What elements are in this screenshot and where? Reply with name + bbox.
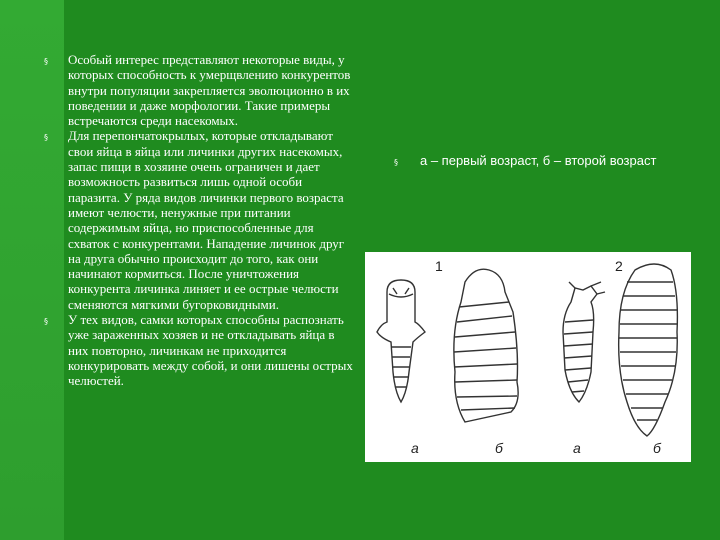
larva-label-1b: б: [495, 440, 503, 456]
larva-1b-drawing: [454, 269, 518, 422]
bullet-marker: §: [44, 317, 48, 327]
bullet-marker: §: [44, 133, 48, 143]
bullet-marker: §: [394, 158, 398, 167]
group-label-2: 2: [615, 258, 623, 274]
larvae-drawing: [365, 252, 691, 462]
bullet-item-1: [44, 52, 354, 128]
bullet-marker: §: [44, 57, 48, 66]
group-label-1: 1: [435, 258, 443, 274]
bullet-item-2: [44, 128, 354, 312]
larva-label-2b: б: [653, 440, 661, 456]
larva-1a-drawing: [377, 280, 425, 402]
bullet-text-1: Особый интерес представляют некоторые виды, у которых способность к умерщвлению конкурентов внутри популяции закрепляется эволюционно в их поведении и даже морфологии. Такие примеры встречаются среди насекомых.: [68, 52, 351, 129]
text-bullets: [44, 52, 354, 389]
larvae-illustration: [365, 252, 691, 462]
larva-2b-drawing: [619, 264, 678, 436]
bullet-text-3: У тех видов, самки которых способны распознать уже зараженных хозяев и не откладывать яйца в них повторно, личинкам не приходится конкурировать между собой, и они лишены острых челюстей.: [68, 312, 353, 389]
caption-text: а – первый возраст, б – второй возраст: [420, 153, 657, 168]
bullet-item-3: [44, 312, 354, 388]
larva-label-1a: а: [411, 440, 419, 456]
larva-label-2a: а: [573, 440, 581, 456]
larva-2a-drawing: [563, 282, 605, 402]
figure-caption: [394, 153, 700, 169]
bullet-text-2: Для перепончатокрылых, которые откладывают свои яйца в яйца или личинки других насекомых, запас пищи в хозяине очень ограничен и дает возможность развиться лишь одной особи паразита. У ряда видов личинки первого возраста имеют челюсти, ненужные при питании содержимым яйца, но приспособленные для схваток с конкурентами. Нападение личинок друг на друга обычно происходит до того, как они начинают кормиться. После уничтожения конкурента личинка линяет и ее острые челюсти сменяются мягкими бугорковидными.: [68, 128, 345, 312]
